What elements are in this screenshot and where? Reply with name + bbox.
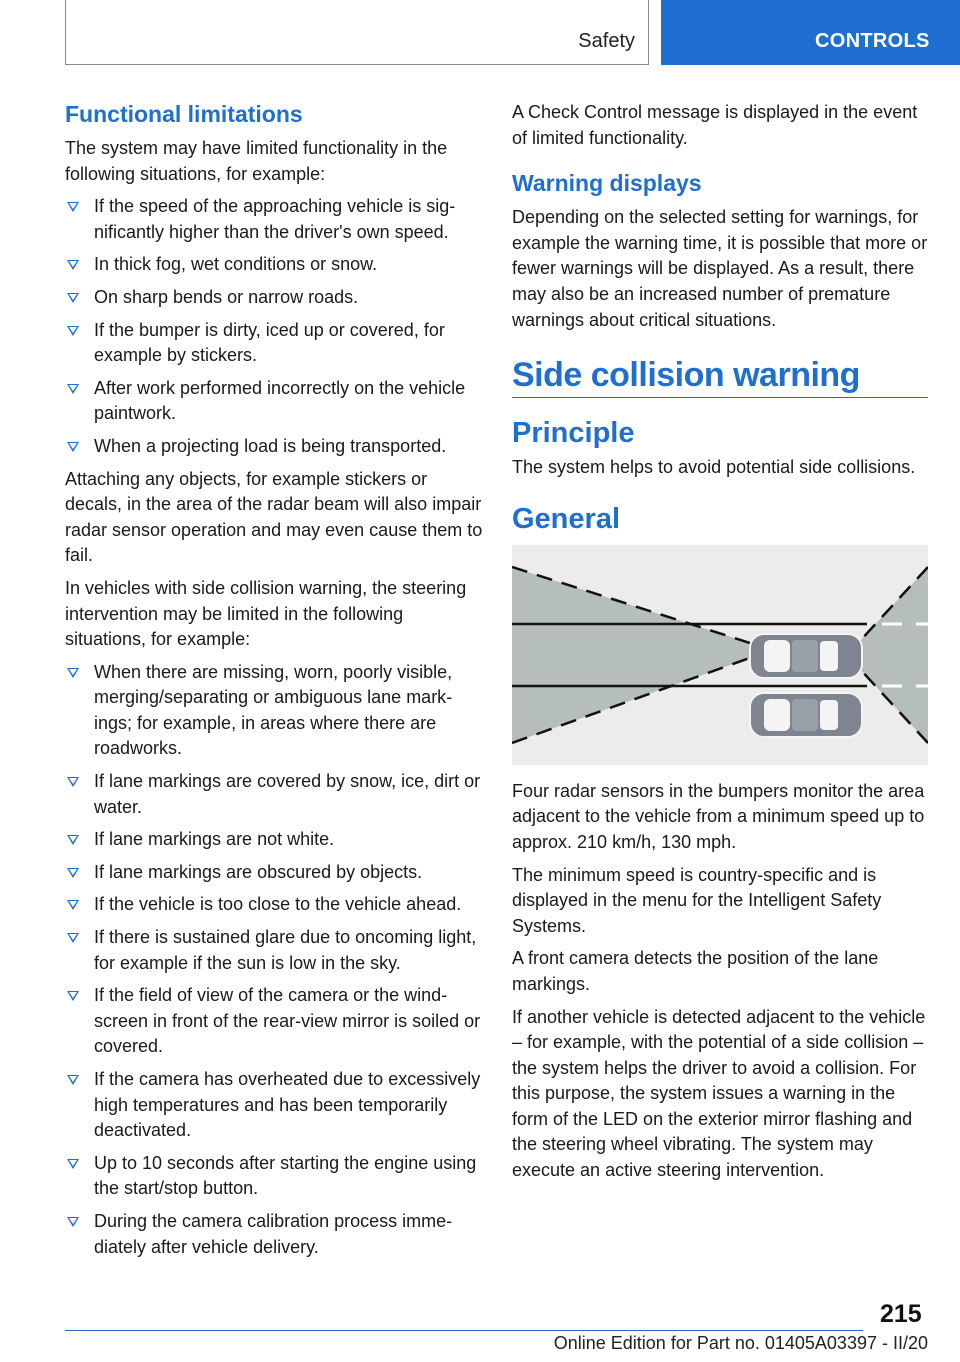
page-number: 215 xyxy=(880,1300,922,1328)
list-item: If the camera has overheated due to excessively high temperatures and has been temporarily deactivated. xyxy=(65,1067,483,1144)
car-top xyxy=(750,634,862,678)
triangle-bullet-icon xyxy=(67,777,79,787)
triangle-bullet-icon xyxy=(67,868,79,878)
steering-limitations-list xyxy=(65,660,483,1260)
triangle-bullet-icon xyxy=(67,384,79,394)
section-title: Safety xyxy=(578,30,635,52)
triangle-bullet-icon xyxy=(67,668,79,678)
list-item: If lane markings are not white. xyxy=(65,827,483,853)
list-item: In thick fog, wet conditions or snow. xyxy=(65,252,483,278)
car-bottom xyxy=(750,693,862,737)
heading-principle: Principle xyxy=(512,417,635,450)
triangle-bullet-icon xyxy=(67,260,79,270)
triangle-bullet-icon xyxy=(67,442,79,452)
road-diagram xyxy=(512,545,928,765)
left-column xyxy=(65,100,483,1267)
list-item: If lane markings are obscured by objects. xyxy=(65,860,483,886)
header-box xyxy=(65,0,649,65)
list-item: If the field of view of the camera or the windscreen in front of the rear-view mirror is soiled or covered. xyxy=(65,983,483,1060)
triangle-bullet-icon xyxy=(67,900,79,910)
triangle-bullet-icon xyxy=(67,933,79,943)
heading-functional-limitations: Functional limitations xyxy=(65,101,303,127)
triangle-bullet-icon xyxy=(67,293,79,303)
triangle-bullet-icon xyxy=(67,202,79,212)
list-item: If the bumper is dirty, iced up or covered, for example by stickers. xyxy=(65,318,483,369)
triangle-bullet-icon xyxy=(67,991,79,1001)
limitations-list xyxy=(65,194,483,459)
paragraph-another-vehicle: If another vehicle is detected adjacent to the vehicle – for example, with the potential of a side collision – the system helps the driver to avoid a collision. For this purpose, the system issues a warning in the form of the LED on the exterior mirror flashing and the steering wheel vibrating. The system may execute an active steering intervention. xyxy=(512,1006,926,1181)
paragraph-radar-sensors: Four radar sensors in the bumpers monitor the area adjacent to the vehicle from a minimum speed up to approx. 210 km/h, 130 mph. xyxy=(512,780,925,852)
triangle-bullet-icon xyxy=(67,1159,79,1169)
list-item: When a projecting load is being transported. xyxy=(65,434,483,460)
paragraph-attaching: Attaching any objects, for example stickers or decals, in the area of the radar beam will also impair radar sensor operation and may even cause them to fail. xyxy=(65,468,483,566)
list-item: Up to 10 seconds after starting the engine using the start/stop button. xyxy=(65,1151,483,1202)
heading-rule xyxy=(512,397,928,398)
list-item: During the camera calibration process immediately after vehicle delivery. xyxy=(65,1209,483,1260)
triangle-bullet-icon xyxy=(67,1217,79,1227)
heading-side-collision-warning: Side collision warning xyxy=(512,356,860,395)
triangle-bullet-icon xyxy=(67,835,79,845)
side-collision-illustration xyxy=(512,545,928,765)
paragraph-intro: The system may have limited functionality in the following situations, for example: xyxy=(65,138,448,184)
list-item: If the speed of the approaching vehicle is significantly higher than the driver's own speed. xyxy=(65,194,483,245)
heading-general: General xyxy=(512,502,620,535)
list-item: On sharp bends or narrow roads. xyxy=(65,285,483,311)
paragraph-check-control: A Check Control message is displayed in the event of limited functionality. xyxy=(512,102,918,148)
chapter-tab[interactable]: CONTROLS xyxy=(661,0,960,65)
paragraph-minimum-speed: The minimum speed is country-specific and is displayed in the menu for the Intelligent Safety Systems. xyxy=(512,864,882,936)
paragraph-principle: The system helps to avoid potential side collisions. xyxy=(512,457,916,478)
list-item: If lane markings are covered by snow, ice, dirt or water. xyxy=(65,769,483,820)
list-item: After work performed incorrectly on the vehicle paintwork. xyxy=(65,376,483,427)
list-item: If the vehicle is too close to the vehicle ahead. xyxy=(65,892,483,918)
triangle-bullet-icon xyxy=(67,326,79,336)
triangle-bullet-icon xyxy=(67,1075,79,1085)
list-item: If there is sustained glare due to oncoming light, for example if the sun is low in the sky. xyxy=(65,925,483,976)
footer-rule xyxy=(65,1330,863,1331)
paragraph-steering: In vehicles with side collision warning, the steering intervention may be limited in the following situations, for example: xyxy=(65,577,467,650)
list-item: When there are missing, worn, poorly visible, merging/separating or ambiguous lane markings; for example, in areas where there are roadworks. xyxy=(65,660,483,762)
footer-edition: Online Edition for Part no. 01405A03397 - II/20 xyxy=(553,1333,928,1353)
right-column xyxy=(512,100,928,1191)
paragraph-warning: Depending on the selected setting for warnings, for example the warning time, it is possible that more or fewer warnings will be displayed. As a result, there may also be an increased number of premature warnings about critical situations. xyxy=(512,207,928,330)
paragraph-front-camera: A front camera detects the position of the lane markings. xyxy=(512,948,879,994)
heading-warning-displays: Warning displays xyxy=(512,170,702,197)
